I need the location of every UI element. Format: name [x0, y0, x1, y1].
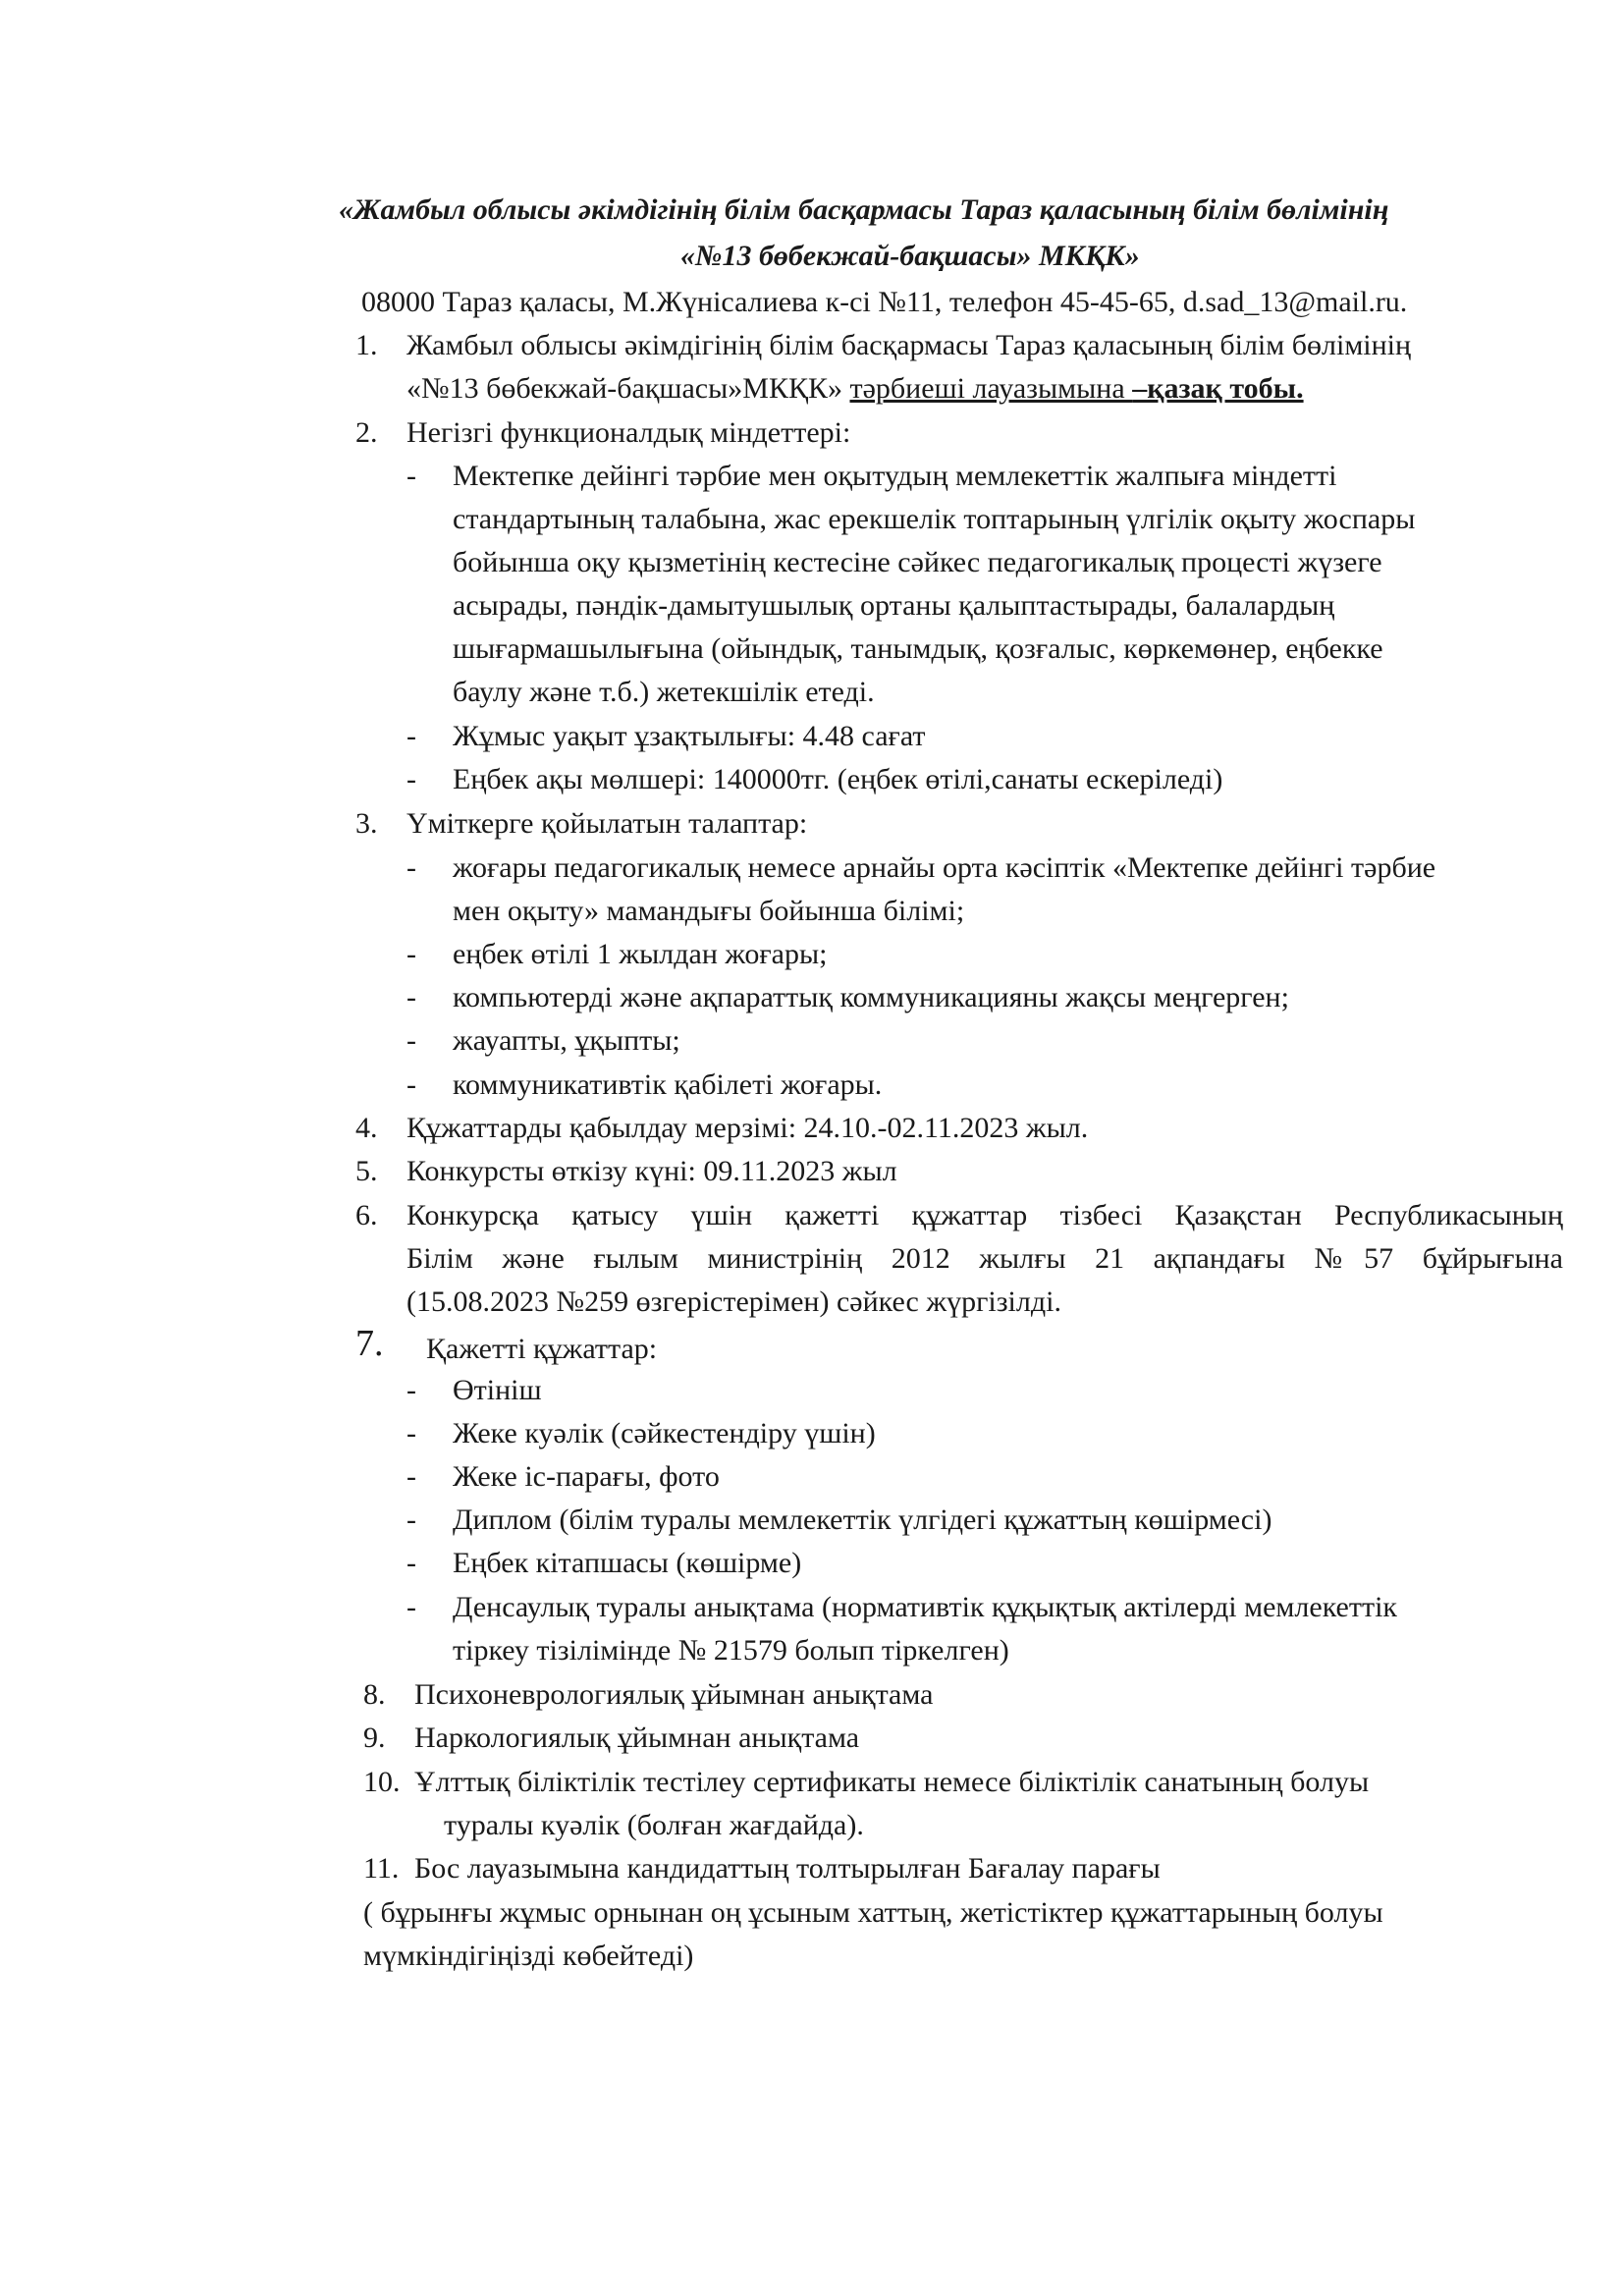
item-4-deadline: Құжаттарды қабылдау мерзімі: 24.10.-02.11.2023 жыл.	[406, 1112, 1089, 1144]
item-number: 4.	[355, 1112, 378, 1144]
item-7-document: Еңбек кітапшасы (көшірме)	[453, 1547, 802, 1579]
item-7-document: Денсаулық туралы анықтама (нормативтік құқықтық актілерді мемлекеттік	[453, 1591, 1397, 1623]
org-title-line2: «№13 бөбекжай-бақшасы» МКҚК»	[680, 240, 1140, 272]
item-1-line2	[406, 371, 1304, 407]
item-3-requirement: мен оқыту» мамандығы бойынша білімі;	[453, 895, 965, 927]
item-number: 7.	[355, 1323, 384, 1364]
org-title-line1: «Жамбыл облысы әкімдігінің білім басқармасы Тараз қаласының білім бөлімінің	[339, 193, 1389, 226]
item-7-document: Өтініш	[453, 1374, 542, 1406]
item-2-duty-line: Мектепке дейінгі тәрбие мен оқытудың мемлекеттік жалпыға міндетті	[453, 460, 1337, 492]
dash-bullet: -	[406, 460, 416, 492]
org-address: 08000 Тараз қаласы, М.Жүнісалиева к-сі №11, телефон 45-45-65, d.sad_13@mail.ru.	[361, 286, 1408, 318]
dash-bullet: -	[406, 851, 416, 884]
item-3-requirement: компьютерді және ақпараттық коммуникацияны жақсы меңгерген;	[453, 981, 1289, 1013]
item-2-duty-line: асырады, пәндік-дамытушылық ортаны қалыптастырады, балалардың	[453, 589, 1335, 622]
item-2-work-hours: Жұмыс уақыт ұзақтылығы: 4.48 сағат	[453, 720, 926, 752]
item-number: 10.	[363, 1766, 401, 1798]
item-2-heading: Негізгі функционалдық міндеттері:	[406, 416, 851, 449]
dash-bullet: -	[406, 720, 416, 752]
footer-note-line2: мүмкіндігіңізді көбейтеді)	[363, 1940, 694, 1972]
item-7-heading: Қажетті құжаттар:	[426, 1333, 658, 1365]
item-2-salary: Еңбек ақы мөлшері: 140000тг. (еңбек өтілі,санаты ескеріледі)	[453, 763, 1223, 795]
item-1-group: –қазақ тобы.	[1132, 372, 1304, 405]
item-number: 1.	[355, 329, 378, 361]
item-3-heading: Үміткерге қойылатын талаптар:	[406, 807, 808, 840]
item-1-position: тәрбиеші лауазымына	[849, 372, 1133, 405]
dash-bullet: -	[406, 763, 416, 795]
item-3-requirement: коммуникативтік қабілеті жоғары.	[453, 1068, 883, 1101]
dash-bullet: -	[406, 1417, 416, 1449]
item-8-text: Психоневрологиялық ұйымнан анықтама	[414, 1678, 934, 1711]
item-7-document: Жеке куәлік (сәйкестендіру үшін)	[453, 1417, 876, 1449]
item-3-requirement: жоғары педагогикалық немесе арнайы орта кәсіптік «Мектепке дейінгі тәрбие	[453, 851, 1436, 884]
dash-bullet: -	[406, 1068, 416, 1101]
item-6-line1: Конкурсқа қатысу үшін қажетті құжаттар тізбесі Қазақстан Республикасының	[406, 1199, 1563, 1231]
item-7-document: Диплом (білім туралы мемлекеттік үлгідегі құжаттың көшірмесі)	[453, 1503, 1272, 1536]
dash-bullet: -	[406, 1547, 416, 1579]
item-number: 8.	[363, 1678, 386, 1711]
item-3-requirement: жауапты, ұқыпты;	[453, 1024, 680, 1057]
item-2-duty-line: шығармашылығына (ойындық, танымдық, қозғалыс, көркемөнер, еңбекке	[453, 632, 1383, 665]
footer-note-line1: ( бұрынғы жұмыс орнынан оң ұсыным хаттың, жетістіктер құжаттарының болуы	[363, 1896, 1383, 1929]
item-1-org-name: «№13 бөбекжай-бақшасы»МКҚК»	[406, 372, 850, 405]
dash-bullet: -	[406, 1374, 416, 1406]
item-number: 3.	[355, 807, 378, 840]
item-7-document: тіркеу тізілімінде № 21579 болып тіркелген)	[453, 1634, 1009, 1667]
item-2-duty-line: бойынша оқу қызметінің кестесіне сәйкес педагогикалық процесті жүзеге	[453, 546, 1382, 578]
item-6-line2: Білім және ғылым министрінің 2012 жылғы 21 ақпандағы №57 бұйрығына	[406, 1242, 1563, 1275]
item-11-text: Бос лауазымына кандидаттың толтырылған Бағалау парағы	[414, 1852, 1161, 1885]
item-6-line3: (15.08.2023 №259 өзгерістерімен) сәйкес жүргізілді.	[406, 1285, 1061, 1318]
item-10-line1: Ұлттық біліктілік тестілеу сертификаты немесе біліктілік санатының болуы	[414, 1766, 1370, 1798]
dash-bullet: -	[406, 1591, 416, 1623]
item-3-requirement: еңбек өтілі 1 жылдан жоғары;	[453, 938, 828, 970]
item-number: 6.	[355, 1199, 378, 1231]
item-number: 11.	[363, 1852, 400, 1885]
item-number: 2.	[355, 416, 378, 449]
item-2-duty-line: стандартының талабына, жас ерекшелік топтарының үлгілік оқыту жоспары	[453, 503, 1416, 535]
item-number: 9.	[363, 1722, 386, 1754]
item-10-line2: туралы куәлік (болған жағдайда).	[444, 1809, 864, 1841]
item-5-contest-date: Конкурсты өткізу күні: 09.11.2023 жыл	[406, 1155, 897, 1187]
item-1-line1: Жамбыл облысы әкімдігінің білім басқармасы Тараз қаласының білім бөлімінің	[406, 329, 1412, 361]
dash-bullet: -	[406, 981, 416, 1013]
dash-bullet: -	[406, 1024, 416, 1057]
item-7-document: Жеке іс-парағы, фото	[453, 1460, 720, 1493]
item-9-text: Наркологиялық ұйымнан анықтама	[414, 1722, 860, 1754]
item-number: 5.	[355, 1155, 378, 1187]
dash-bullet: -	[406, 938, 416, 970]
dash-bullet: -	[406, 1503, 416, 1536]
dash-bullet: -	[406, 1460, 416, 1493]
item-2-duty-line: баулу және т.б.) жетекшілік етеді.	[453, 676, 875, 708]
